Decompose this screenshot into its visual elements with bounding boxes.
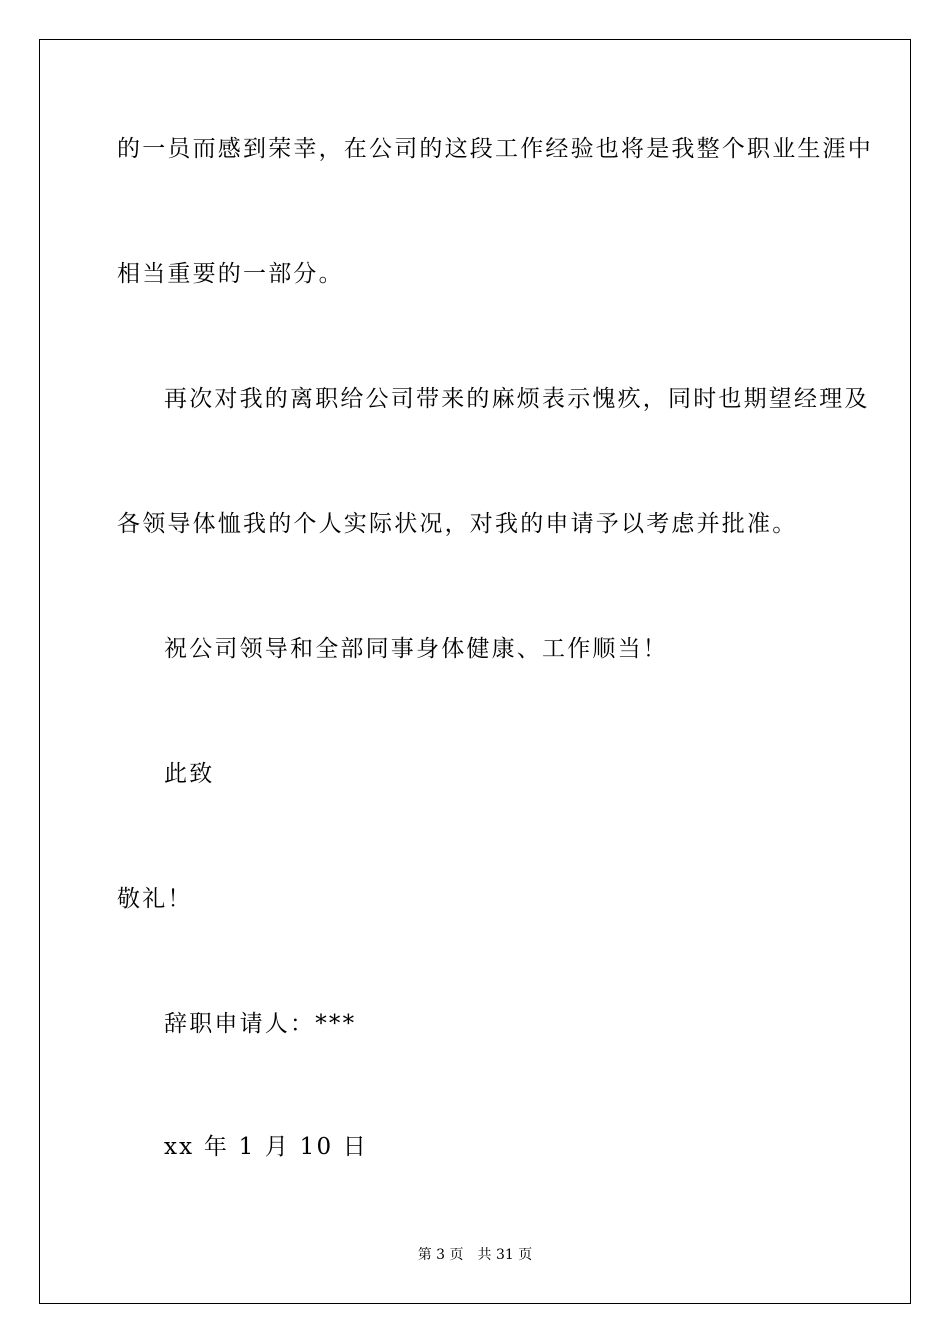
body-line-4: 各领导体恤我的个人实际状况，对我的申请予以考虑并批准。 — [117, 511, 798, 537]
page-total: 共 31 页 — [477, 1247, 533, 1263]
page-number: 第 3 页 — [417, 1247, 464, 1263]
salutation-cizhi: 此致 — [164, 761, 215, 787]
page-border — [39, 39, 911, 1304]
body-line-3: 再次对我的离职给公司带来的麻烦表示愧疚，同时也期望经理及 — [164, 386, 870, 412]
closing-wish: 祝公司领导和全部同事身体健康、工作顺当！ — [164, 636, 668, 662]
applicant-signature: 辞职申请人：*** — [164, 1011, 357, 1037]
body-line-1: 的一员而感到荣幸，在公司的这段工作经验也将是我整个职业生涯中 — [117, 136, 873, 162]
page-footer — [0, 1245, 950, 1265]
salutation-jingli: 敬礼！ — [117, 886, 193, 912]
letter-date: xx 年 1 月 10 日 — [164, 1134, 368, 1160]
body-line-2: 相当重要的一部分。 — [117, 261, 344, 287]
